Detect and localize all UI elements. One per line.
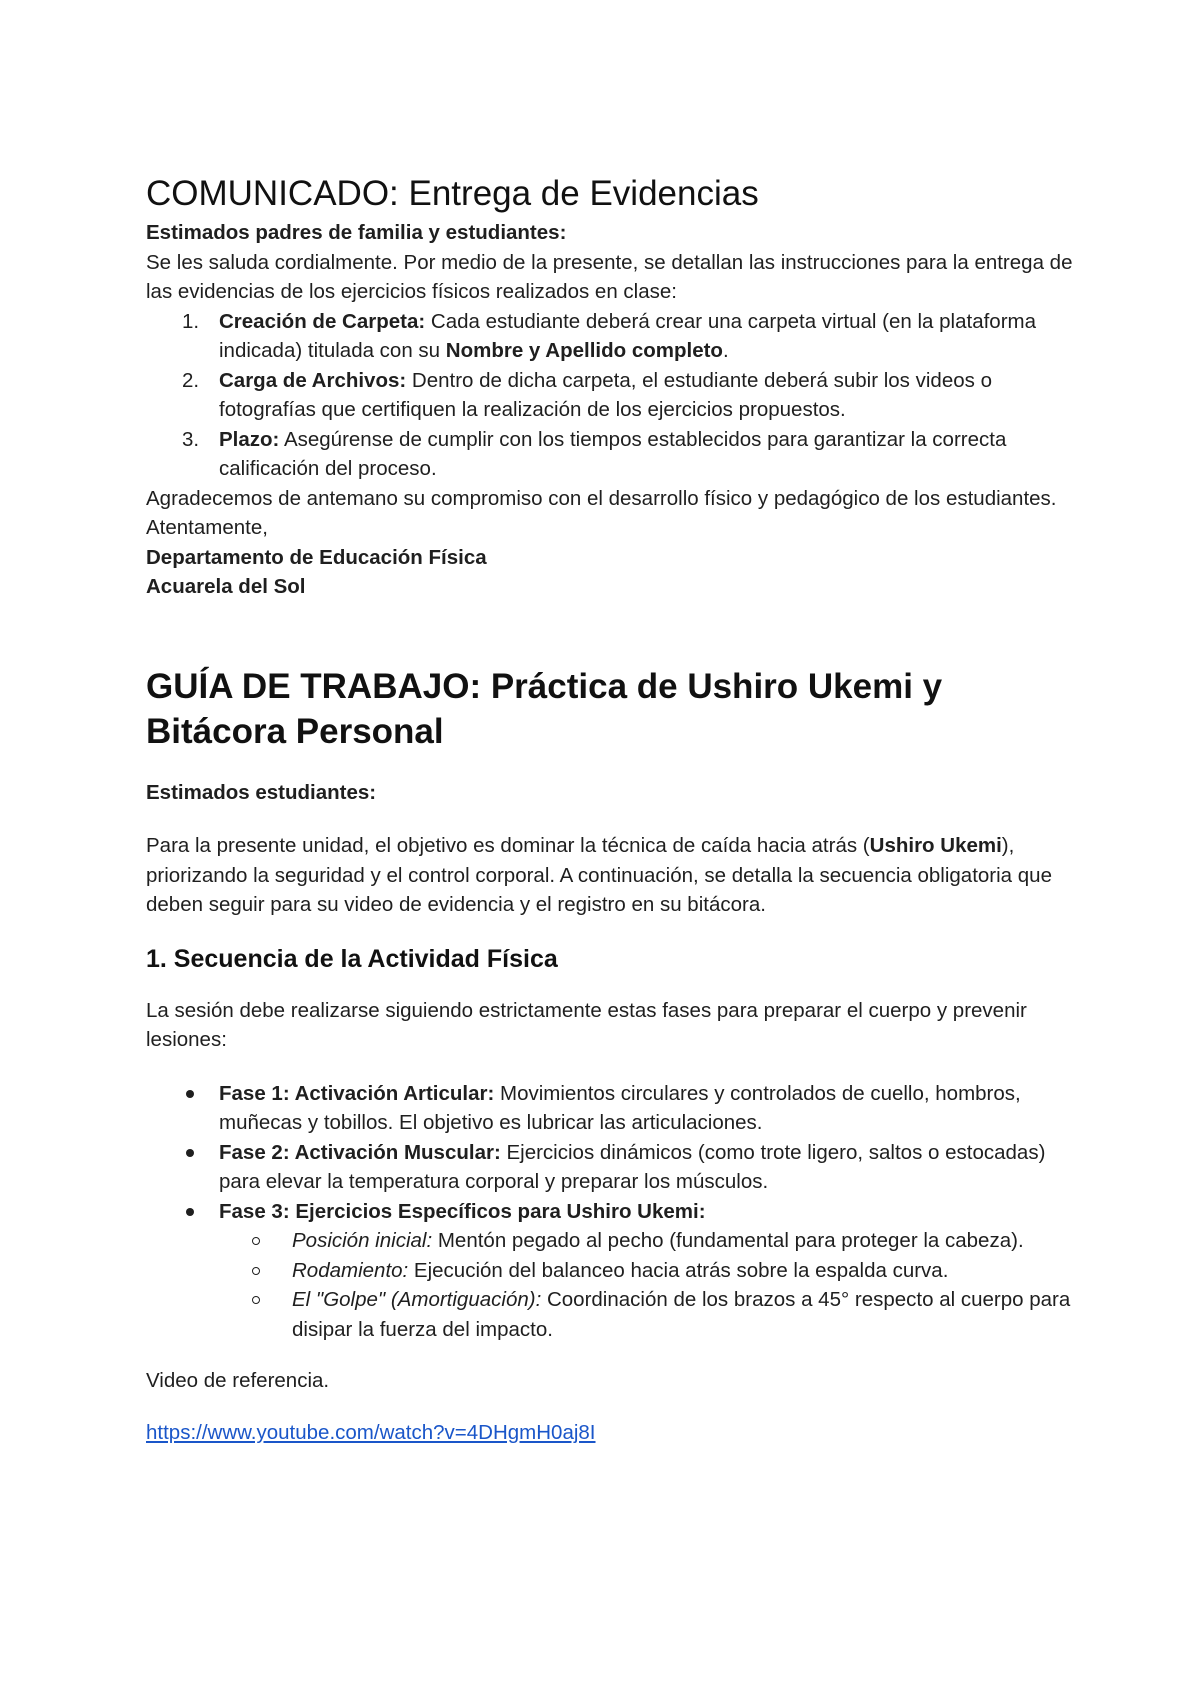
comunicado-thanks: Agradecemos de antemano su compromiso con el desarrollo físico y pedagógico de los estudiantes. [146, 486, 1057, 510]
list-item [219, 1256, 1076, 1286]
video-label: Video de referencia. [146, 1369, 330, 1392]
subitem-label: El "Golpe" (Amortiguación): [292, 1288, 542, 1311]
list-item [146, 1079, 1076, 1138]
comunicado-school: Acuarela del Sol [146, 575, 306, 598]
guia-title-line2: Bitácora Personal [146, 711, 444, 751]
section1-intro: La sesión debe realizarse siguiendo estrictamente estas fases para preparar el cuerpo y prevenir lesiones: [146, 998, 1027, 1051]
subitem-text: Mentón pegado al pecho (fundamental para proteger la cabeza). [432, 1229, 1024, 1252]
phases-list [146, 1079, 1076, 1345]
comunicado-title: COMUNICADO: Entrega de Evidencias [146, 174, 759, 213]
list-item [146, 1197, 1076, 1345]
hollow-bullet-icon [252, 1296, 260, 1304]
section1-title: 1. Secuencia de la Actividad Física [146, 944, 558, 973]
phase-label: Fase 1: Activación Articular: [219, 1081, 495, 1105]
list-item [146, 1138, 1076, 1197]
guia-title-line1: GUÍA DE TRABAJO: Práctica de Ushiro Ukemi y [146, 666, 943, 706]
guia-intro-b: ), priorizando la seguridad y el control corporal. A continuación, se detalla la secuencia obligatoria que deben seguir para su video de evidencia y el registro en su bitácora. [146, 834, 1052, 916]
step-text: Asegúrense de cumplir con los tiempos establecidos para garantizar la correcta calificación del proceso. [219, 427, 1007, 480]
step-label: Carga de Archivos: [219, 368, 407, 392]
guia-intro-a: Para la presente unidad, el objetivo es dominar la técnica de caída hacia atrás ( [146, 834, 870, 857]
step-label: Creación de Carpeta: [219, 309, 426, 333]
subitem-text: Coordinación de los brazos a 45° respecto al cuerpo para disipar la fuerza del impacto. [292, 1288, 1071, 1341]
step-label: Plazo: [219, 427, 280, 451]
step-emphasis: Nombre y Apellido completo [445, 339, 723, 362]
list-item [219, 1226, 1076, 1256]
instructions-list [146, 307, 1076, 484]
comunicado-intro: Se les saluda cordialmente. Por medio de la presente, se detallan las instrucciones para la entrega de las evidencias de los ejercicios físicos realizados en clase: [146, 250, 1073, 303]
comunicado-closing: Atentamente, [146, 516, 268, 539]
comunicado-greeting: Estimados padres de familia y estudiantes: [146, 221, 567, 244]
phase3-sublist [219, 1226, 1076, 1344]
video-link[interactable]: https://www.youtube.com/watch?v=4DHgmH0aj8I [146, 1420, 596, 1444]
guia-greeting: Estimados estudiantes: [146, 780, 377, 804]
list-item [219, 1285, 1076, 1344]
hollow-bullet-icon [252, 1237, 260, 1245]
list-number: 1. [182, 309, 200, 333]
guia-intro-bold: Ushiro Ukemi [869, 834, 1002, 857]
list-item [146, 307, 1076, 366]
step-text: Dentro de dicha carpeta, el estudiante deberá subir los videos o fotografías que certifiquen la realización de los ejercicios propuestos. [219, 368, 992, 421]
guia-intro [146, 831, 1076, 920]
guia-title [146, 664, 1076, 754]
phase-text: Movimientos circulares y controlados de cuello, hombros, muñecas y tobillos. El objetivo es lubricar las articulaciones. [219, 1081, 1021, 1134]
step-text: Cada estudiante deberá crear una carpeta virtual (en la plataforma indicada) titulada con su [219, 309, 1037, 362]
list-item [146, 425, 1076, 484]
list-item [146, 366, 1076, 425]
list-number: 2. [182, 368, 200, 392]
phase-text: Ejercicios dinámicos (como trote ligero, saltos o estocadas) para elevar la temperatura corporal y preparar los músculos. [219, 1140, 1046, 1193]
subitem-text: Ejecución del balanceo hacia atrás sobre la espalda curva. [408, 1258, 949, 1282]
hollow-bullet-icon [252, 1267, 260, 1275]
list-number: 3. [182, 427, 200, 451]
subitem-label: Rodamiento: [292, 1258, 409, 1282]
phase-label: Fase 3: Ejercicios Específicos para Ushiro Ukemi: [219, 1199, 706, 1223]
step-tail: . [722, 339, 729, 362]
comunicado-department: Departamento de Educación Física [146, 545, 487, 569]
bullet-icon [186, 1208, 194, 1216]
phase-label: Fase 2: Activación Muscular: [219, 1140, 501, 1164]
document-page [146, 170, 1076, 1447]
subitem-label: Posición inicial: [292, 1229, 433, 1252]
bullet-icon [186, 1149, 194, 1157]
bullet-icon [186, 1090, 194, 1098]
